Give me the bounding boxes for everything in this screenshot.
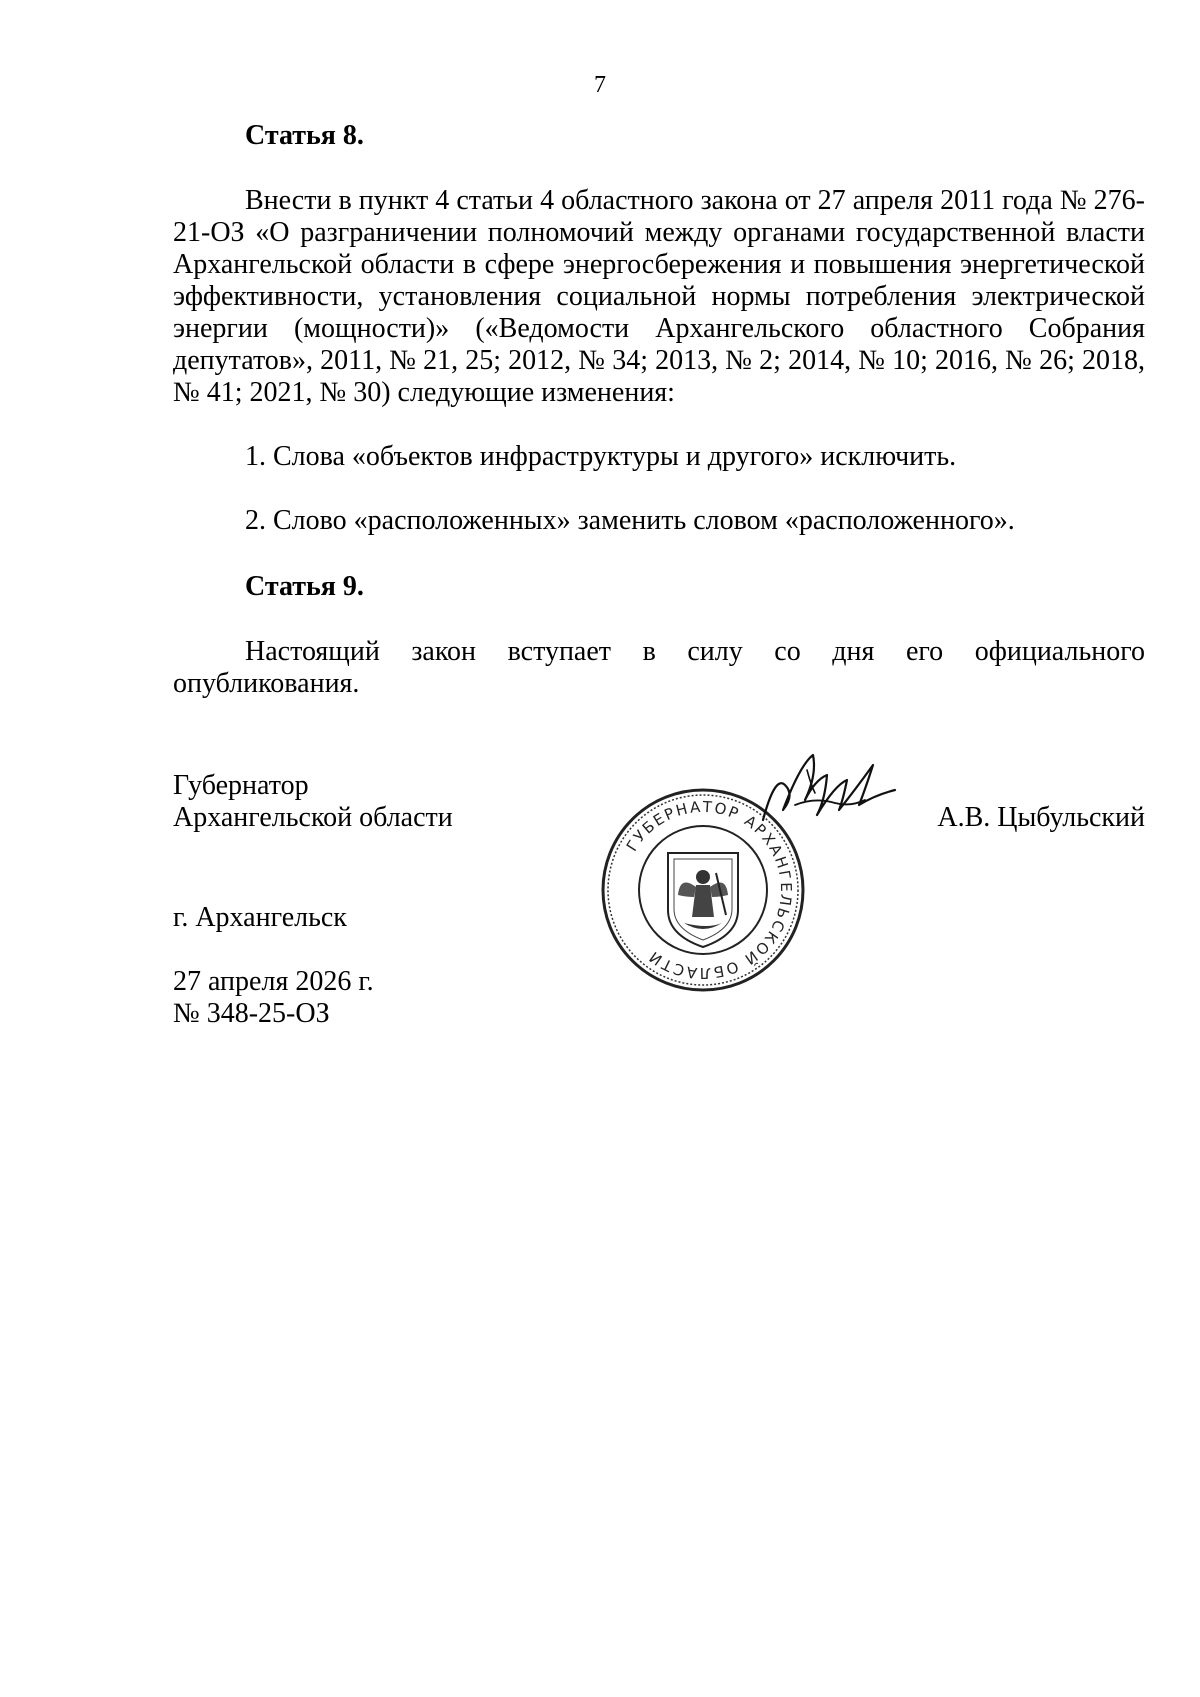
article-8-item-2: 2. Слово «расположенных» заменить словом «расположенного».	[245, 505, 1015, 536]
article-8-intro: Внести в пункт 4 статьи 4 областного закона от 27 апреля 2011 года № 276-21-ОЗ «О разграничении полномочий между органами государственной власти Архангельской области в сфере энергосбережения и повышения энергетической эффективности, установления социальной нормы потребления электрической энергии (мощности)» («Ведомости Архангельского областного Собрания депутатов», 2011, № 21, 25; 2012, № 34; 2013, № 2; 2014, № 10; 2016, № 26; 2018, № 41; 2021, № 30) следующие изменения:	[173, 185, 1145, 408]
signatory-name: А.В. Цыбульский	[937, 802, 1145, 833]
article-8-heading: Статья 8.	[245, 120, 364, 151]
article-8-item-1: 1. Слова «объектов инфраструктуры и другого» исключить.	[245, 441, 957, 472]
document-date-and-number	[173, 966, 374, 1030]
page-number: 7	[594, 72, 606, 98]
document-number: № 348-25-ОЗ	[173, 998, 330, 1029]
article-9-body: Настоящий закон вступает в силу со дня его официального опубликования.	[173, 636, 1145, 699]
document-date: 27 апреля 2026 г.	[173, 966, 374, 997]
signatory-title: Губернатор Архангельской области	[173, 770, 453, 833]
handwritten-signature-icon	[755, 745, 905, 840]
place-of-signing: г. Архангельск	[173, 902, 347, 933]
article-9-heading: Статья 9.	[245, 571, 364, 602]
seal-text: ГУБЕРНАТОР АРХАНГЕЛЬСКОЙ ОБЛАСТИ	[622, 797, 796, 983]
